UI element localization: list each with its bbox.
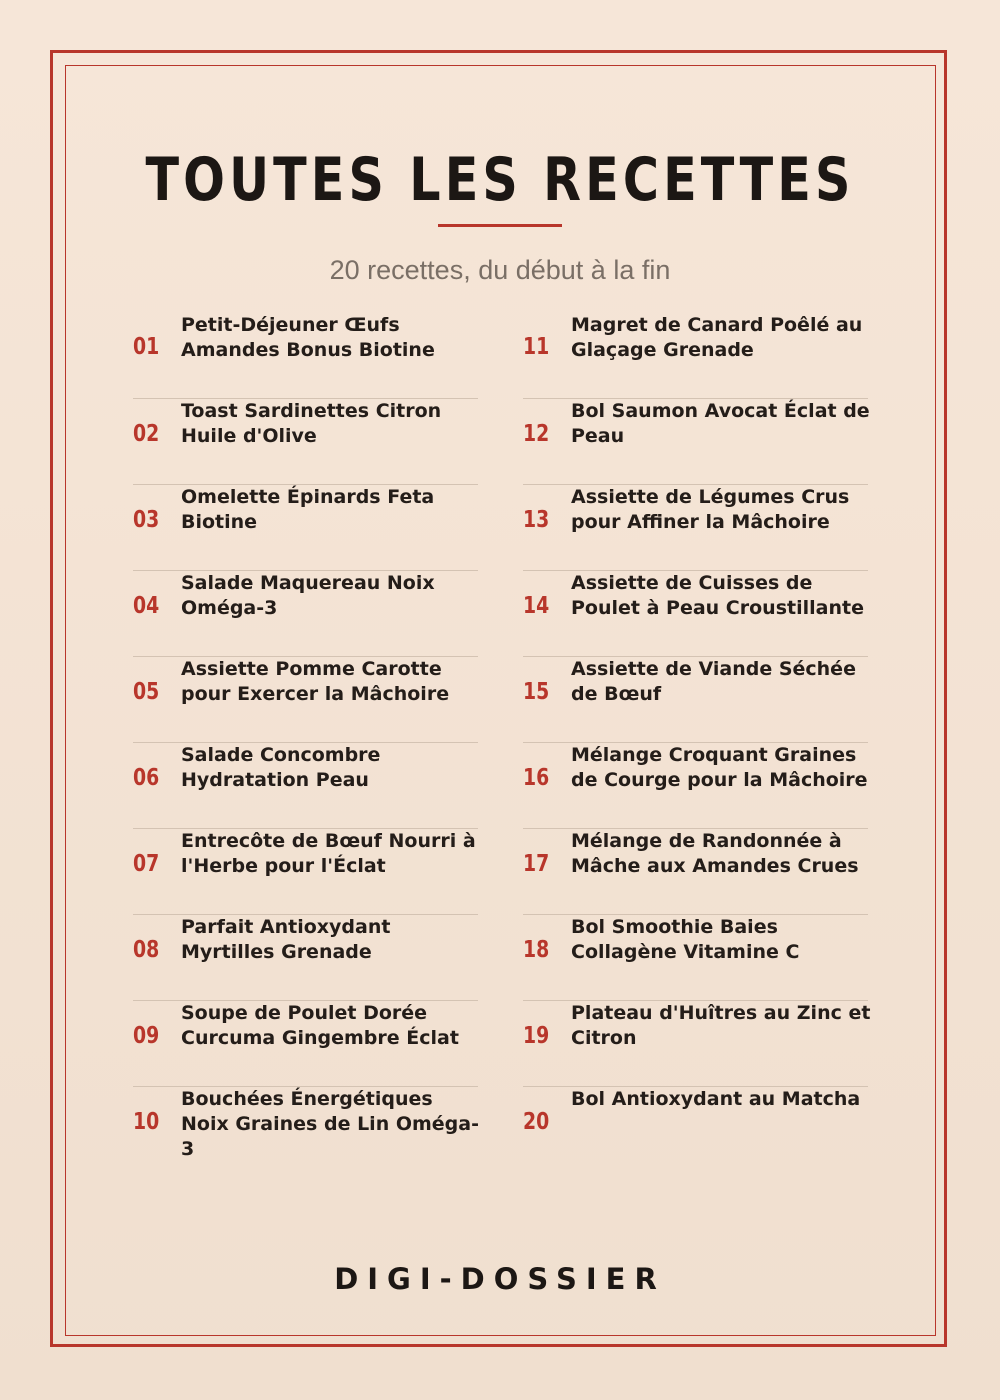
recipe-column-left — [133, 312, 478, 1172]
recipe-item — [133, 1086, 478, 1172]
recipe-item — [133, 1000, 478, 1086]
recipe-number: 19 — [523, 1023, 550, 1049]
recipe-name: Bol Saumon Avocat Éclat de Peau — [571, 400, 870, 447]
recipe-number: 13 — [523, 507, 550, 533]
recipe-name: Mélange Croquant Graines de Courge pour la Mâchoire — [571, 744, 868, 791]
recipe-number: 04 — [133, 593, 160, 619]
recipe-number: 16 — [523, 765, 550, 791]
recipe-name: Magret de Canard Poêlé au Glaçage Grenade — [571, 314, 863, 361]
recipe-name: Assiette de Viande Séchée de Bœuf — [571, 658, 856, 705]
recipe-number: 08 — [133, 937, 160, 963]
recipe-name: Petit-Déjeuner Œufs Amandes Bonus Biotine — [181, 314, 435, 361]
recipe-item — [523, 398, 868, 484]
recipe-number: 20 — [523, 1109, 550, 1135]
recipe-item — [523, 828, 868, 914]
recipe-item — [133, 312, 478, 398]
recipe-item — [133, 914, 478, 1000]
recipe-name: Omelette Épinards Feta Biotine — [181, 486, 435, 533]
recipe-column-right — [523, 312, 871, 1172]
recipe-name: Bol Smoothie Baies Collagène Vitamine C — [571, 916, 800, 963]
recipe-name: Mélange de Randonnée à Mâche aux Amandes Crues — [571, 830, 859, 877]
recipe-name: Assiette de Cuisses de Poulet à Peau Croustillante — [571, 572, 864, 619]
brand-footer: DIGI-DOSSIER — [334, 1262, 666, 1296]
recipe-item — [133, 484, 478, 570]
recipe-name: Salade Concombre Hydratation Peau — [181, 744, 381, 791]
recipe-number: 01 — [133, 334, 160, 360]
recipe-name: Salade Maquereau Noix Oméga-3 — [181, 572, 435, 619]
recipe-number: 12 — [523, 421, 550, 447]
recipe-name: Entrecôte de Bœuf Nourri à l'Herbe pour l'Éclat — [181, 830, 476, 877]
recipe-name: Assiette de Légumes Crus pour Affiner la Mâchoire — [571, 486, 850, 533]
recipe-number: 14 — [523, 593, 550, 619]
recipe-number: 05 — [133, 679, 160, 705]
recipe-item — [523, 914, 868, 1000]
recipe-item — [133, 828, 478, 914]
recipe-number: 18 — [523, 937, 550, 963]
recipe-item — [523, 742, 868, 828]
page-title: TOUTES LES RECETTES — [145, 145, 855, 215]
recipe-number: 09 — [133, 1023, 160, 1049]
recipe-name: Toast Sardinettes Citron Huile d'Olive — [181, 400, 442, 447]
recipe-number: 11 — [523, 334, 550, 360]
recipe-item — [523, 312, 868, 398]
recipe-item — [523, 570, 868, 656]
recipe-name: Assiette Pomme Carotte pour Exercer la Mâchoire — [181, 658, 450, 705]
recipe-name: Bouchées Énergétiques Noix Graines de Lin Oméga-3 — [181, 1088, 479, 1160]
recipe-number: 15 — [523, 679, 550, 705]
page-subtitle: 20 recettes, du début à la fin — [329, 255, 671, 285]
recipe-item — [523, 484, 868, 570]
recipe-name: Plateau d'Huîtres au Zinc et Citron — [571, 1002, 871, 1049]
recipe-name: Bol Antioxydant au Matcha — [571, 1088, 861, 1110]
title-underline — [438, 224, 562, 227]
recipe-number: 03 — [133, 507, 160, 533]
recipe-item — [523, 1000, 871, 1086]
recipe-number: 07 — [133, 851, 160, 877]
recipe-number: 06 — [133, 765, 160, 791]
recipe-item — [523, 1086, 868, 1172]
recipe-number: 02 — [133, 421, 160, 447]
recipe-name: Soupe de Poulet Dorée Curcuma Gingembre Éclat — [181, 1002, 459, 1049]
recipe-number: 17 — [523, 851, 550, 877]
recipe-item — [133, 398, 478, 484]
recipe-item — [133, 742, 478, 828]
recipe-number: 10 — [133, 1109, 160, 1135]
recipe-item — [133, 656, 478, 742]
recipe-item — [133, 570, 478, 656]
recipe-item — [523, 656, 868, 742]
recipe-name: Parfait Antioxydant Myrtilles Grenade — [181, 916, 391, 963]
